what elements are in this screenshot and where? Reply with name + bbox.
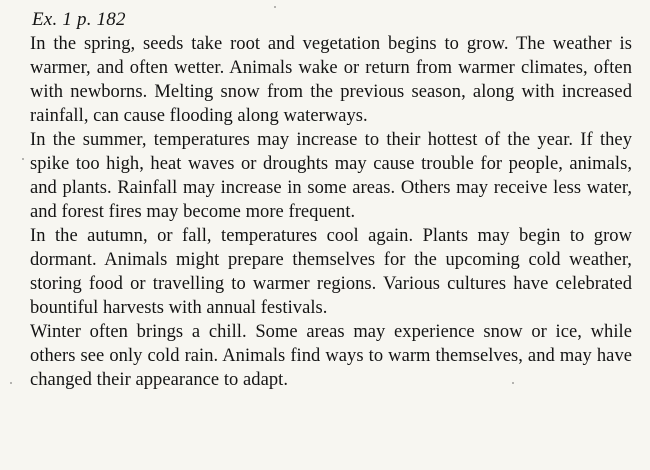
scan-speck — [274, 6, 276, 8]
scan-speck — [10, 382, 12, 384]
paragraph-autumn: In the autumn, or fall, temperatures cool again. Plants may begin to grow dormant. Animals might prepare themselves for the upcoming cold weather, storing food or travelling to warmer regions. Various cultures have celebrated bountiful harvests with annual festivals. — [30, 226, 632, 318]
exercise-heading: Ex. 1 p. 182 — [32, 9, 126, 30]
paragraph-summer: In the summer, temperatures may increase to their hottest of the year. If they spike too high, heat waves or droughts may cause trouble for people, animals, and plants. Rainfall may increase in some areas. Others may receive less water, and forest fires may become more frequent. — [30, 130, 632, 222]
scan-speck — [512, 382, 514, 384]
scan-speck — [22, 158, 24, 160]
paragraph-spring: In the spring, seeds take root and vegetation begins to grow. The weather is warmer, and often wetter. Animals wake or return from warmer climates, often with newborns. Melting snow from the previous season, along with increased rainfall, can cause flooding along waterways. — [30, 34, 632, 126]
paragraph-winter: Winter often brings a chill. Some areas may experience snow or ice, while others see only cold rain. Animals find ways to warm themselves, and may have changed their appearance to adapt. — [30, 322, 632, 390]
